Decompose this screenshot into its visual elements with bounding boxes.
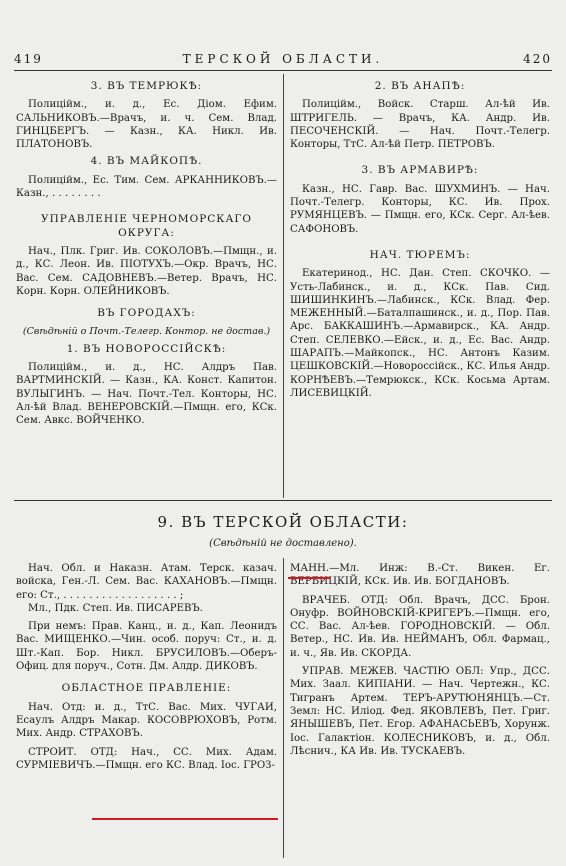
chancellery-text: При немъ: Прав. Канц., и. д., Кап. Леонидъ Вас. МИЩЕНКО.—Чин. особ. поруч: Ст., и. д. Шт.-Кап. Бор. Никл. БРУСИЛОВЪ.—Оберъ-Офиц. для поруч., Сотн. Дм. Алдр. ДИКОВЪ. — [16, 621, 277, 673]
column-divider-upper — [283, 74, 284, 498]
section-armavir-text: Казн., НС. Гавр. Вас. ШУХМИНЪ. — Нач. Почт.-Телегр. Конторы, КС. Ив. Прох. РУМЯНЦЕВЪ. — Пмщн. его, КСк. Серг. Ал-ѣев. САФОНОВЪ. — [290, 183, 550, 235]
section-chernomor-text: Нач., Плк. Григ. Ив. СОКОЛОВЪ.—Пмщн., и. д., КС. Леон. Ив. ПIОТУХЪ.—Окр. Врачъ, НС. Вас. Сем. САДОВНЕВЪ.—Ветер. Врачъ, НС. Корн. Корн. ОЛЕЙНИКОВЪ. — [16, 245, 277, 297]
lower-left-column — [16, 562, 277, 772]
section-temryuk-text: Полицiйм., и. д., Ес. Дiом. Ефим. САЛЬНИКОВЪ.—Врачъ, и. ч. Сем. Влад. ГИНЦБЕРГЪ. — Казн., КА. Никл. Ив. ПЛАТОНОВЪ. — [16, 99, 277, 151]
ataman-text: Нач. Обл. и Наказн. Атам. Терск. казач. войска, Ген.-Л. Сем. Вас. КАХАНОВЪ.—Пмщн. его: Ст., . . . . . . . . . . . . . . . . . . ; — [16, 563, 277, 601]
ataman-junior-text: Мл., Пдк. Степ. Ив. ПИСАРЕВЪ. — [28, 602, 203, 614]
section-prisons-text: Екатеринод., НС. Дан. Степ. СКОЧКО. — Усть-Лабинск., и. д., КСк. Пав. Сид. ШИШИНКИНЪ.—Лабинск., КСк. Влад. Фер. МЕЖЕННЫЙ.—Баталпашинск., и. д., Пор. Пав. Арс. БАККАШИНЪ.—Армавирск., КА. Андр. Степ. СЕЛЕВКО.—Ейск., и. д., Ес. Вас. Андр. ШАРАПЪ.—Майкопск., НС. Антонъ Казим. ЦЕШКОВСКIЙ.—Новороссiйск., КС. Илья Андр. КОРНѢЕВЪ.—Темрюкск., КСк. Косьма Артам. ЛИСЕВИЦКIЙ. — [290, 268, 550, 399]
red-underline-left — [92, 818, 278, 820]
lower-right-column — [290, 562, 550, 758]
section-maykop-title: 4. ВЪ МАЙКОПѢ. — [90, 155, 203, 168]
red-underline-right — [288, 577, 330, 579]
section-anapa-title: 2. ВЪ АНАПѢ: — [374, 80, 466, 92]
oblast-board-title: ОБЛАСТНОЕ ПРАВЛЕНIЕ: — [61, 682, 232, 695]
oblast-board-text: Нач. Отд: и. д., ТтС. Вас. Мих. ЧУГАИ, Есаулъ Алдръ Макар. КОСОВРЮХОВЪ, Ротм. Мих. Андр. СТРАХОВЪ. — [16, 701, 277, 740]
section-prisons-title: НАЧ. ТЮРЕМЪ: — [369, 248, 471, 261]
header-rule — [14, 70, 552, 71]
construction-dept-text: СТРОИТ. ОТД: Нач., СС. Мих. Адам. СУРМIЕВИЧЪ.—Пмщн. его КС. Влад. Iос. ГРОЗ- — [16, 746, 277, 771]
section-temryuk-title: 3. ВЪ ТЕМРЮКѢ: — [90, 80, 203, 92]
section-chernomor-title: УПРАВЛЕНIЕ ЧЕРНОМОРСКАГО ОКРУГА: — [41, 213, 252, 239]
section-maykop-text: Полицiйм., Ес. Тим. Сем. АРКАННИКОВЪ.—Казн., . . . . . . . . — [16, 174, 277, 200]
section-towns-note: (Свѣдѣнiй о Почт.-Телегр. Контор. не достав.) — [22, 326, 271, 338]
survey-dept-text: УПРАВ. МЕЖЕВ. ЧАСТIЮ ОБЛ: Упр., ДСС. Мих. Заал. КИПIАНИ. — Нач. Чертежн., КС. Тигранъ Артем. ТЕРЪ-АРУТЮНЯНЦЪ.—Ст. Земл: НС. Илiод. Фед. ЯКОВЛЕВЪ, Пет. Григ. ЯНЫШЕВЪ, Пет. Егор. АФАНАСЬЕВЪ, Хорунж. Iос. Галактiон. КОЛЕСНИКОВЪ, и. д., Обл. Лѣснич., КА Ив. Ив. ТУСКАЕВЪ. — [290, 666, 550, 757]
section-9-note: (Свѣдѣнiй не доставлено). — [209, 538, 357, 549]
section-armavir-title: 3. ВЪ АРМАВИРѢ: — [361, 164, 479, 177]
page-number-left: 419 — [14, 52, 43, 66]
section-anapa-text: Полицiйм., Войск. Старш. Ал-ѣй Ив. ШТРИГЕЛЬ. — Врачъ, КА. Андр. Ив. ПЕСОЧЕНСКIЙ. — Нач. Почт.-Телегр. Конторы, ТтС. Ал-ѣй Петр. ПЕТРОВЪ. — [290, 99, 550, 151]
section-rule — [14, 500, 552, 501]
upper-left-column — [16, 76, 277, 428]
running-title: ТЕРСКОЙ ОБЛАСТИ. — [182, 52, 384, 66]
section-9-title: 9. ВЪ ТЕРСКОЙ ОБЛАСТИ: — [157, 513, 409, 531]
column-divider-lower — [283, 558, 284, 858]
page-number-right: 420 — [523, 52, 552, 66]
medical-dept-text: ВРАЧЕБ. ОТД: Обл. Врачъ, ДСС. Брон. Онуфр. ВОЙНОВСКIЙ-КРИГЕРЪ.—Пмщн. его, СС. Вас. Ал-ѣев. ГОРОДНОВСКIЙ. — Обл. Ветер., НС. Ив. Ив. НЕЙМАНЪ, Обл. Фармац., и. ч., Яв. Ив. СКОРДА. — [290, 594, 550, 659]
page-header — [14, 52, 552, 68]
section-novorossiysk-text: Полицiйм., и. д., НС. Алдръ Пав. ВАРТМИНСКIЙ. — Казн., КА. Конст. Капитон. ВУЛЫГИНЪ. — Нач. Почт.-Тел. Конторы, НС. Ал-ѣй Влад. ВЕНЕРОВСКIЙ.—Пмщн. его, КСк. Сем. Авкс. ВОЙЧЕНКО. — [16, 362, 277, 427]
upper-right-column — [290, 76, 550, 400]
section-towns-title: ВЪ ГОРОДАХЪ: — [97, 307, 196, 320]
section-novorossiysk-title: 1. ВЪ НОВОРОССIЙСКѢ: — [66, 342, 227, 355]
construction-dept-cont-text: МАНН.—Мл. Инж: В.-Ст. Викен. Ег. ВЕРБИЦКIЙ, КСк. Ив. Ив. БОГДАНОВЪ. — [290, 563, 550, 588]
